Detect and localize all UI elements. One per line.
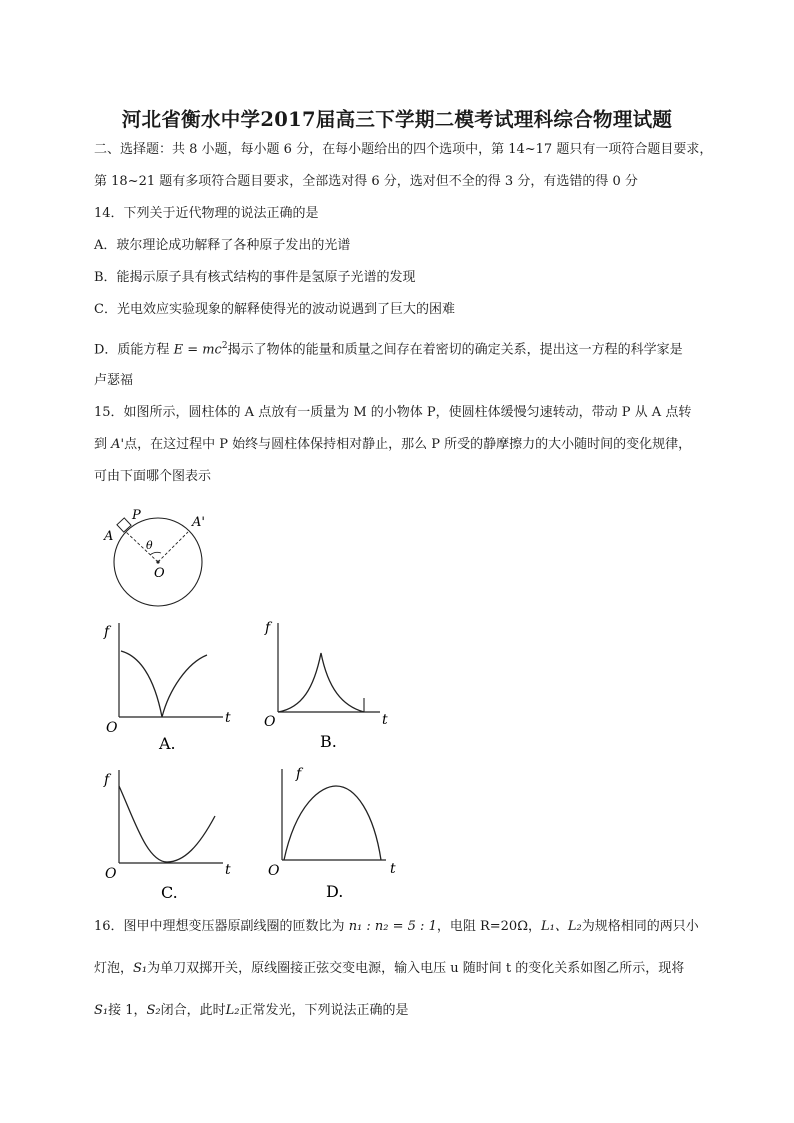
- question-16-line-1: [94, 918, 699, 936]
- origin-label: O: [105, 866, 117, 882]
- graph-option-a: [99, 618, 229, 758]
- q16-l3-b: 闭合，此时: [160, 1003, 226, 1018]
- question-14-option-d: [94, 337, 683, 359]
- origin-label: O: [264, 714, 276, 730]
- curve-b: [278, 653, 364, 712]
- graph-option-d: [266, 764, 406, 906]
- question-15-line-1: 15．如图所示，圆柱体的 A 点放有一质量为 M 的小物体 P，使圆柱体缓慢匀速转动，带动 P 从 A 点转: [94, 405, 692, 420]
- equation-e: E: [173, 342, 184, 358]
- q16-l3-a: 接 1，: [108, 1003, 147, 1018]
- q16-l1-c: 为规格相同的两只小: [581, 919, 699, 934]
- question-14-option-b: B．能揭示原子具有核式结构的事件是氢原子光谱的发现: [94, 270, 416, 285]
- radius-o-a-prime: [158, 532, 188, 562]
- question-14-stem: 14．下列关于近代物理的说法正确的是: [94, 206, 319, 221]
- axis-label-t: t: [390, 861, 396, 877]
- axis-label-f: f: [265, 620, 271, 636]
- question-14-option-a: A．玻尔理论成功解释了各种原子发出的光谱: [94, 238, 351, 253]
- q15-line2-c: 点，在这过程中 P 始终与圆柱体保持相对静止，那么 P 所受的静摩擦力的大小随时间的变化规律，: [124, 437, 692, 452]
- q16-l2-b: 为单刀双掷开关，原线圈接正弦交变电源，输入电压 u 随时间 t 的变化关系如图乙所示，现将: [147, 961, 685, 976]
- axis-label-t: t: [225, 862, 231, 878]
- q16-l2-a: 灯泡，: [94, 961, 134, 976]
- angle-arc: [150, 552, 161, 555]
- axis-label-f: f: [296, 766, 302, 782]
- option-label-a: A.: [159, 734, 176, 753]
- axis-label-f: f: [104, 772, 110, 788]
- option-label-d: D.: [326, 882, 344, 901]
- origin-label: O: [106, 720, 118, 736]
- q16-lamps: L₁、L₂: [540, 919, 582, 934]
- q16-switch-s2: S₂: [146, 1003, 161, 1018]
- block-p: [117, 518, 131, 532]
- q15-a-prime: A': [111, 437, 125, 452]
- label-a-prime: A': [192, 515, 205, 530]
- q16-switch-s1-b: S₁: [94, 1003, 109, 1018]
- curve-c: [119, 786, 215, 862]
- curve-d: [284, 786, 381, 860]
- label-a: A: [104, 529, 114, 544]
- q15-line2-a: 到: [94, 437, 112, 452]
- option-label-b: B.: [320, 732, 337, 751]
- q16-l1-b: ，电阻 R=20Ω，: [436, 919, 541, 934]
- q16-l3-c: 正常发光，下列说法正确的是: [239, 1003, 409, 1018]
- label-o: O: [154, 566, 165, 581]
- label-p: P: [132, 508, 141, 523]
- question-16-line-2: [94, 960, 684, 978]
- center-dot: [156, 560, 159, 563]
- curve-a: [121, 651, 207, 717]
- question-15-line-3: 可由下面哪个图表示: [94, 469, 212, 484]
- option-label-c: C.: [161, 883, 178, 902]
- axis-label-t: t: [225, 710, 231, 726]
- cylinder-figure: [100, 505, 240, 615]
- page-title: 河北省衡水中学2017届高三下学期二模考试理科综合物理试题: [121, 108, 673, 131]
- section-instructions-line-1: 二、选择题：共 8 小题，每小题 6 分，在每小题给出的四个选项中，第 14~17 题只有一项符合题目要求，: [94, 142, 713, 157]
- origin-label: O: [268, 863, 280, 879]
- graph-option-c: [99, 764, 239, 906]
- radius-o-a: [126, 532, 158, 562]
- option-d-prefix: D．质能方程: [94, 342, 174, 358]
- label-theta: θ: [146, 539, 153, 552]
- question-15-line-2: [94, 436, 691, 454]
- equation-mc: = mc: [183, 342, 222, 358]
- q16-turns-ratio: n₁ : n₂ = 5 : 1: [348, 919, 437, 934]
- question-14-option-c: C．光电效应实验现象的解释使得光的波动说遇到了巨大的困难: [94, 302, 455, 317]
- axis-label-t: t: [382, 712, 388, 728]
- equation-exponent: 2: [221, 341, 228, 351]
- graph-option-b: [262, 618, 392, 758]
- option-d-suffix: 揭示了物体的能量和质量之间存在着密切的确定关系，提出这一方程的科学家是: [227, 342, 683, 358]
- question-14-option-d-line-2: 卢瑟福: [94, 373, 134, 388]
- section-instructions-line-2: 第 18~21 题有多项符合题目要求，全部选对得 6 分，选对但不全的得 3 分，有选错的得 0 分: [94, 174, 638, 189]
- question-16-line-3: [94, 1002, 409, 1020]
- q16-l1-a: 16．图甲中理想变压器原副线圈的匝数比为: [94, 919, 349, 934]
- q16-switch-s1: S₁: [133, 961, 148, 976]
- q16-lamp-l2: L₂: [225, 1003, 240, 1018]
- axis-label-f: f: [104, 624, 110, 640]
